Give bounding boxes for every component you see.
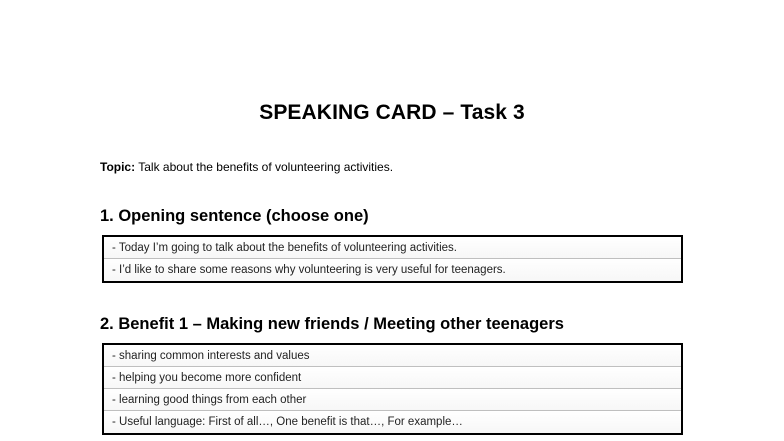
topic-line bbox=[100, 160, 393, 174]
list-item: - helping you become more confident bbox=[104, 367, 681, 389]
opening-sentence-box bbox=[102, 235, 683, 283]
page-title: SPEAKING CARD – Task 3 bbox=[259, 101, 525, 124]
section-heading-opening: 1. Opening sentence (choose one) bbox=[100, 207, 369, 225]
topic-label: Topic: bbox=[100, 160, 136, 174]
section-heading-benefit-1: 2. Benefit 1 – Making new friends / Meeting other teenagers bbox=[100, 315, 564, 333]
list-item: - I’d like to share some reasons why volunteering is very useful for teenagers. bbox=[104, 259, 681, 281]
list-item: - sharing common interests and values bbox=[104, 345, 681, 367]
benefit-1-box bbox=[102, 343, 683, 435]
list-item: - Today I’m going to talk about the benefits of volunteering activities. bbox=[104, 237, 681, 259]
list-item: - Useful language: First of all…, One benefit is that…, For example… bbox=[104, 411, 681, 433]
topic-text: Talk about the benefits of volunteering activities. bbox=[138, 160, 394, 174]
list-item: - learning good things from each other bbox=[104, 389, 681, 411]
